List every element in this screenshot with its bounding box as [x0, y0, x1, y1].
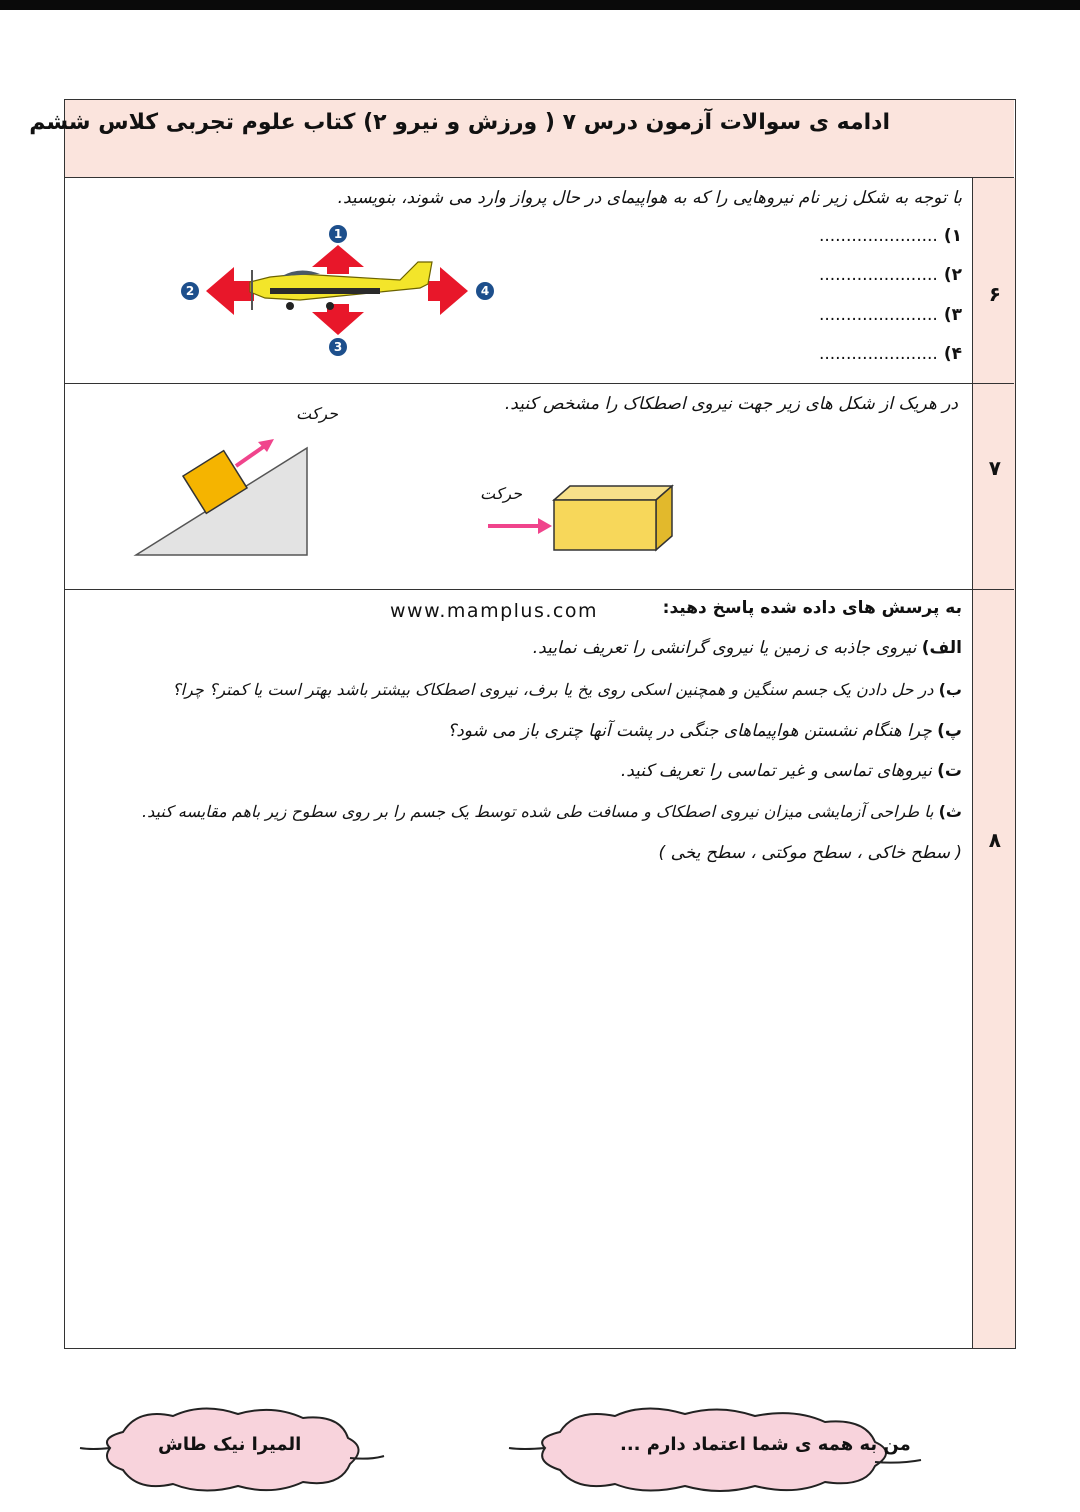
item-text: نیروهای تماسی و غیر تماسی را تعریف کنید. [620, 761, 932, 781]
q8-item-te [621, 761, 962, 781]
badge-1-label: 1 [333, 227, 343, 241]
arrow-left [206, 267, 254, 315]
box-top [554, 486, 672, 500]
page-title: ادامه ی سوالات آزمون درس ۷ ( ورزش و نیرو ۲) کتاب علوم تجربی کلاس ششم [29, 110, 890, 135]
top-border-bar [0, 0, 1080, 10]
airplane-forces-figure [170, 222, 510, 362]
row-divider [65, 383, 1014, 384]
item-text: نیروی جاذبه ی زمین یا نیروی گرانشی را تعریف نمایید. [532, 638, 917, 658]
q7-prompt: در هریک از شکل های زیر جهت نیروی اصطکاک را مشخص کنید. [504, 394, 958, 414]
item-text: در حل دادن یک جسم سنگین و همچنین اسکی روی یخ یا برف، نیروی اصطکاک بیشتر باشد بهتر است یا کمتر؟ چرا؟ [172, 680, 934, 699]
row-divider [65, 589, 1014, 590]
motion-label-incline: حرکت [296, 404, 339, 423]
q8-item-surfaces [659, 843, 962, 863]
q6-blank-2 [819, 265, 962, 285]
right-cloud-text: من به همه ی شما اعتماد دارم ... [620, 1434, 911, 1455]
item-label: ب) [938, 680, 962, 699]
q6-blank-4 [819, 344, 962, 364]
q8-prompt: به پرسش های داده شده پاسخ دهید: [662, 598, 962, 618]
item-label: ث) [938, 802, 962, 821]
q6-blank-1 [819, 226, 962, 246]
q8-item-se [142, 802, 962, 821]
q6-blank-3 [819, 305, 962, 325]
blank-label: ۲) [943, 265, 962, 285]
q6-prompt: با توجه به شکل زیر نام نیروهایی را که به هواپیمای در حال پرواز وارد می شوند، بنویسید. [337, 188, 962, 208]
motion-label-box: حرکت [480, 484, 523, 503]
answer-dots: ...................... [818, 226, 938, 246]
box-figure [484, 484, 679, 556]
question-number-7: ۷ [988, 456, 1001, 480]
box-front [554, 500, 656, 550]
answer-dots: ...................... [818, 344, 938, 364]
q8-item-be [172, 680, 962, 699]
badge-4-label: 4 [480, 284, 490, 298]
header-row [29, 100, 1014, 178]
question-number-6: ۶ [988, 282, 1001, 306]
item-label: الف) [921, 638, 962, 658]
incline-motion-arrow [236, 445, 266, 466]
q8-item-pe [447, 721, 962, 741]
item-label: پ) [937, 721, 962, 741]
item-text: با طراحی آزمایشی میزان نیروی اصطکاک و مسافت طی شده توسط یک جسم را بر روی سطوح زیر باهم مقایسه کنید. [142, 802, 934, 821]
left-cloud-text: المیرا نیک طاش [158, 1434, 302, 1455]
q8-item-alef [533, 638, 962, 658]
arrow-down [312, 304, 364, 335]
arrow-right [428, 267, 468, 315]
incline-figure [130, 430, 320, 562]
arrow-up [312, 245, 364, 274]
item-label: ت) [937, 761, 962, 781]
item-text: چرا هنگام نشستن هواپیماهای جنگی در پشت آنها چتری باز می شود؟ [447, 721, 932, 741]
answer-dots: ...................... [818, 265, 938, 285]
answer-dots: ...................... [818, 305, 938, 325]
badge-3-label: 3 [333, 340, 343, 354]
blank-label: ۳) [943, 305, 962, 325]
item-text: ( سطح خاکی ، سطح موکتی ، سطح یخی ) [658, 843, 962, 863]
badge-2-label: 2 [185, 284, 195, 298]
blank-label: ۱) [943, 226, 962, 246]
website-watermark: www.mamplus.com [390, 600, 598, 622]
question-number-column [972, 178, 1015, 1348]
question-number-8: ۸ [988, 828, 1001, 852]
blank-label: ۴) [943, 344, 962, 364]
